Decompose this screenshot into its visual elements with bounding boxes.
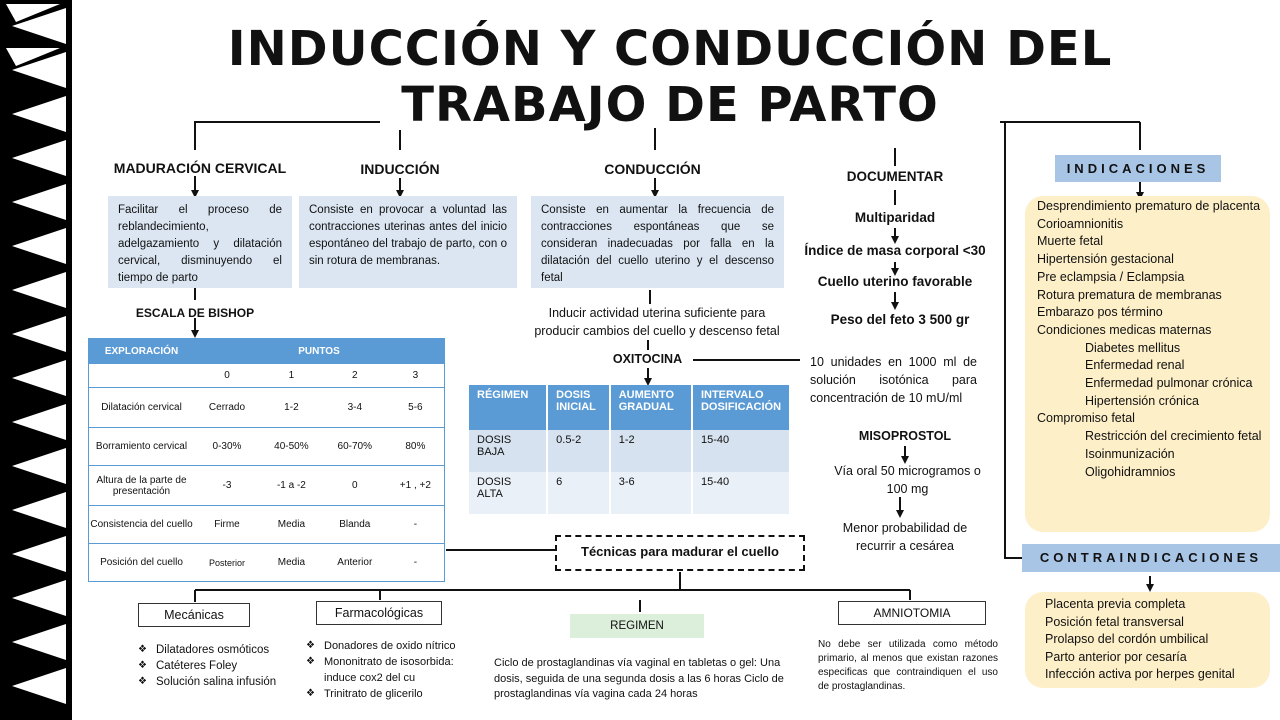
indicacion-item: Desprendimiento prematuro de placenta	[1037, 199, 1261, 213]
amniotomia-label: AMNIOTOMIA	[838, 601, 986, 625]
maduracion-text: Facilitar el proceso de reblandecimiento, adelgazamiento y dilatación cervical, disminuyendo el tiempo de parto	[108, 196, 292, 288]
page-title-line2: TRABAJO DE PARTO	[401, 77, 939, 133]
bishop-col-exploracion: EXPLORACIÓN	[89, 339, 195, 364]
diamond-bullet-icon: ❖	[138, 644, 147, 655]
misoprostol-route: Vía oral 50 microgramos o 100 mg	[834, 464, 981, 496]
amniotomia-text: No debe ser utilizada como método primario, al menos que existan razones especificas que contraindiquen el uso de prostaglandinas.	[818, 639, 998, 692]
bishop-table	[88, 338, 445, 582]
indicacion-item: Embarazo pos término	[1037, 305, 1163, 320]
indicacion-item: Rotura prematura de membranas	[1037, 287, 1222, 302]
regimen-cell: 15-40	[692, 472, 790, 514]
documentar-item: Índice de masa corporal <30	[804, 243, 986, 258]
misoprostol-heading: MISOPROSTOL	[858, 429, 952, 443]
induccion-heading: INDUCCIÓN	[360, 161, 440, 177]
conduccion-text: Consiste en aumentar la frecuencia de contracciones espontáneas que se consideran inadecuadas por falla en la dilatación del cuello uterino y el descenso fetal	[531, 196, 784, 288]
bishop-cell: Anterior	[323, 544, 387, 582]
regimen-cell: 15-40	[692, 430, 790, 472]
page-title-line1: INDUCCIÓN Y CONDUCCIÓN DEL	[227, 21, 1113, 77]
regimen-label: REGIMEN	[570, 614, 704, 638]
documentar-heading: DOCUMENTAR	[846, 169, 944, 184]
bishop-cell: Media	[260, 544, 323, 582]
tecnicas-heading: Técnicas para madurar el cuello	[555, 535, 805, 571]
conduccion-heading: CONDUCCIÓN	[604, 161, 701, 177]
diamond-bullet-icon: ❖	[306, 656, 315, 667]
mecanicas-item: Dilatadores osmóticos	[156, 644, 270, 656]
contraindicacion-item: Posición fetal transversal	[1045, 614, 1184, 629]
contraindicacion-item: Parto anterior por cesaría	[1045, 649, 1187, 664]
indicaciones-heading: INDICACIONES	[1055, 155, 1221, 182]
farmacologicas-item: Mononitrato de isosorbida: induce cox2 del cu	[324, 656, 454, 684]
bishop-heading: ESCALA DE BISHOP	[135, 306, 255, 320]
indicacion-item: Restricción del crecimiento fetal	[1085, 429, 1262, 444]
regimen-header: RÉGIMEN	[469, 385, 547, 430]
bishop-cell: Cerrado	[194, 388, 260, 428]
bishop-row-label: Altura de la parte de presentación	[89, 466, 195, 506]
bishop-cell: Firme	[194, 506, 260, 544]
indicacion-item: Isoinmunización	[1085, 446, 1175, 461]
regimen-cell: DOSIS BAJA	[469, 430, 547, 472]
bishop-point: 1	[260, 364, 323, 388]
bishop-point: 2	[323, 364, 387, 388]
regimen-cell: 1-2	[610, 430, 692, 472]
diamond-bullet-icon: ❖	[138, 676, 147, 687]
conduccion-subtext: Inducir actividad uterina suficiente para producir cambios del cuello y descenso fetal	[534, 306, 780, 338]
mecanicas-item: Catéteres Foley	[156, 660, 238, 672]
farmacologicas-label: Farmacológicas	[316, 601, 442, 625]
indicaciones-list	[1025, 196, 1270, 532]
regimen-cell: 6	[547, 472, 610, 514]
bishop-cell: 3-4	[323, 388, 387, 428]
maduracion-heading: MADURACIÓN CERVICAL	[113, 160, 287, 176]
bishop-cell: -1 a -2	[260, 466, 323, 506]
indicacion-item: Diabetes mellitus	[1085, 340, 1181, 355]
bishop-cell: 0	[323, 466, 387, 506]
farmacologicas-list	[306, 638, 486, 702]
mecanicas-list	[138, 642, 280, 690]
documentar-item: Cuello uterino favorable	[817, 274, 973, 289]
regimen-cell: DOSIS ALTA	[469, 472, 547, 514]
oxitocina-dosage: 10 unidades en 1000 ml de solución isotónica para concentración de 10 mU/ml	[810, 355, 977, 405]
bishop-cell: +1 , +2	[387, 466, 445, 506]
bishop-row-label: Posición del cuello	[89, 544, 195, 582]
bishop-cell: 5-6	[387, 388, 445, 428]
bishop-cell: 40-50%	[260, 428, 323, 466]
regimen-header: INTERVALO DOSIFICACIÓN	[692, 385, 790, 430]
indicacion-item: Enfermedad pulmonar crónica	[1085, 376, 1253, 391]
contraindicaciones-heading: CONTRAINDICACIONES	[1022, 544, 1280, 572]
indicacion-item: Hipertensión crónica	[1085, 393, 1199, 408]
indicacion-item: Hipertensión gestacional	[1037, 252, 1174, 267]
bishop-cell: -	[387, 506, 445, 544]
diamond-bullet-icon: ❖	[306, 688, 315, 699]
bishop-cell: Blanda	[323, 506, 387, 544]
mecanicas-item: Solución salina infusión	[156, 676, 277, 688]
documentar-item: Multiparidad	[854, 210, 936, 225]
indicacion-item: Compromiso fetal	[1037, 411, 1135, 426]
mecanicas-label: Mecánicas	[138, 603, 250, 627]
indicacion-item: Oligohidramnios	[1085, 464, 1176, 479]
bishop-cell: 80%	[387, 428, 445, 466]
indicacion-item: Pre eclampsia / Eclampsia	[1037, 269, 1185, 284]
bishop-col-puntos: PUNTOS	[194, 339, 445, 364]
bishop-cell: 60-70%	[323, 428, 387, 466]
bishop-cell: -	[387, 544, 445, 582]
indicacion-item: Muerte fetal	[1037, 234, 1104, 249]
bishop-cell: Posterior	[194, 544, 260, 582]
farmacologicas-item: Trinitrato de glicerilo	[324, 688, 423, 700]
diamond-bullet-icon: ❖	[306, 640, 315, 651]
induccion-text: Consiste en provocar a voluntad las contracciones uterinas antes del inicio espontáneo del trabajo de parto, con o sin rotura de membranas.	[299, 196, 517, 288]
diamond-bullet-icon: ❖	[138, 660, 147, 671]
regimen-header: AUMENTO GRADUAL	[610, 385, 692, 430]
indicacion-item: Enfermedad renal	[1085, 358, 1185, 373]
farmacologicas-item: Donadores de oxido nítrico	[324, 640, 456, 652]
indicacion-item: Condiciones medicas maternas	[1037, 322, 1212, 337]
indicacion-item: Corioamnionitis	[1037, 216, 1124, 231]
contraindicaciones-list	[1025, 592, 1270, 688]
oxitocina-table	[469, 385, 791, 514]
bishop-row-label: Consistencia del cuello	[89, 506, 195, 544]
documentar-item: Peso del feto 3 500 gr	[830, 312, 970, 327]
regimen-text: Ciclo de prostaglandinas vía vaginal en tabletas o gel: Una dosis, seguida de una segunda dosis a las 6 horas Ciclo de prostaglandinas vía vagina cada 24 horas	[494, 657, 784, 700]
contraindicacion-item: Placenta previa completa	[1045, 597, 1186, 611]
bishop-cell: 0-30%	[194, 428, 260, 466]
regimen-cell: 3-6	[610, 472, 692, 514]
bishop-cell: Media	[260, 506, 323, 544]
oxitocina-heading: OXITOCINA	[612, 352, 683, 366]
bishop-cell: 1-2	[260, 388, 323, 428]
bishop-point: 0	[194, 364, 260, 388]
bishop-point: 3	[387, 364, 445, 388]
misoprostol-benefit: Menor probabilidad de recurrir a cesárea	[842, 521, 968, 553]
contraindicacion-item: Prolapso del cordón umbilical	[1045, 632, 1209, 646]
bishop-cell: -3	[194, 466, 260, 506]
bishop-row-label: Borramiento cervical	[89, 428, 195, 466]
regimen-cell: 0.5-2	[547, 430, 610, 472]
contraindicacion-item: Infección activa por herpes genital	[1045, 667, 1235, 681]
bishop-row-label: Dilatación cervical	[89, 388, 195, 428]
regimen-header: DOSIS INICIAL	[547, 385, 610, 430]
